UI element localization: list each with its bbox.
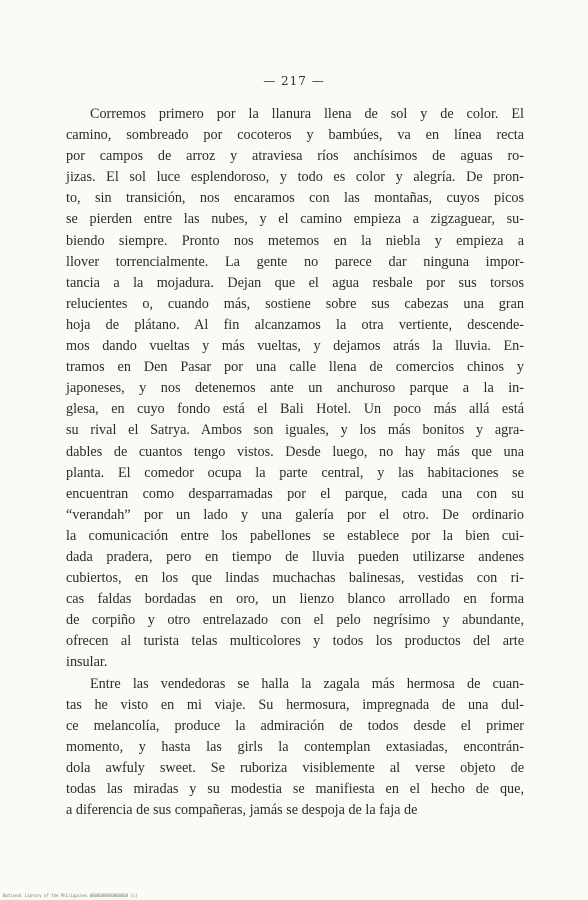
text-line: llover torrencialmente. La gente no parece dar ninguna impor-	[66, 253, 524, 270]
text-line: hoja de plátano. Al fin alcanzamos la otra vertiente, descende-	[66, 316, 524, 333]
text-line: to, sin transición, nos encaramos con las montañas, cuyos picos	[66, 190, 524, 207]
text-line: a diferencia de sus compañeras, jamás se despoja de la faja de	[66, 802, 418, 819]
text-line: se pierden entre las nubes, y el camino empieza a zigzaguear, su-	[66, 211, 524, 228]
text-line: encuentran como desparramadas por el parque, cada una con su	[66, 485, 524, 502]
library-footer: National Library of the Philippines 0000000000000000 (c)	[3, 893, 138, 898]
text-line: tancia a la mojadura. Dejan que el agua resbale por sus torsos	[66, 274, 524, 291]
text-line: cas faldas bordadas en oro, un lienzo blanco arrollado en forma	[66, 591, 524, 608]
text-line: relucientes o, cuando más, sostiene sobre sus cabezas una gran	[66, 295, 524, 312]
text-line: por campos de arroz y atraviesa ríos anchísimos de aguas ro-	[66, 148, 524, 165]
text-line: ce melancolía, produce la admiración de todos desde el primer	[66, 717, 524, 734]
text-line: japoneses, y nos detenemos ante un anchuroso parque a la in-	[66, 380, 524, 397]
text-line: la comunicación entre los pabellones se establece por la bien cui-	[66, 527, 524, 544]
text-line: planta. El comedor ocupa la parte central, y las habitaciones se	[66, 464, 524, 481]
text-line: su rival el Satrya. Ambos son iguales, y los más bonitos y agra-	[66, 422, 524, 439]
text-line: “verandah” por un lado y una galería por el otro. De ordinario	[66, 506, 524, 523]
text-line: Corremos primero por la llanura llena de sol y de color. El	[90, 106, 524, 122]
text-line: mos dando vueltas y más vueltas, y dejamos atrás la lluvia. En-	[66, 338, 524, 355]
text-line: Entre las vendedoras se halla la zagala más hermosa de cuan-	[90, 675, 524, 692]
text-line: todas las miradas y su modestia se manifiesta en el hecho de que,	[66, 781, 524, 797]
text-line: dada pradera, pero en tiempo de lluvia pueden utilizarse andenes	[66, 548, 524, 565]
text-line: insular.	[66, 654, 108, 671]
page-number: — 217 —	[263, 74, 325, 88]
text-line: cubiertos, en los que lindas muchachas balinesas, vestidas con ri-	[66, 570, 524, 587]
text-line: tas he visto en mi viaje. Su hermosura, impregnada de una dul-	[66, 696, 524, 713]
body-text	[66, 104, 524, 821]
paragraph-2	[66, 674, 524, 822]
text-line: momento, y hasta las girls la contemplan extasiadas, encontrán-	[66, 738, 524, 755]
text-line: tramos en Den Pasar por una calle llena de comercios chinos y	[66, 359, 524, 376]
text-line: glesa, en cuyo fondo está el Bali Hotel. Un poco más allá está	[66, 401, 524, 418]
text-line: dola awfuly sweet. Se ruboriza visiblemente al verse objeto de	[66, 759, 524, 776]
text-line: jizas. El sol luce esplendoroso, y todo es color y alegría. De pron-	[66, 169, 524, 186]
text-line: camino, sombreado por cocoteros y bambúes, va en línea recta	[66, 127, 524, 144]
text-line: dables de cuantos tengo vistos. Desde luego, no hay más que una	[66, 443, 524, 460]
paragraph-1	[66, 104, 524, 674]
text-line: biendo siempre. Pronto nos metemos en la niebla y empieza a	[66, 232, 524, 249]
text-line: de corpiño y otro entrelazado con el pelo negrísimo y abundante,	[66, 612, 524, 629]
text-line: ofrecen al turista telas multicolores y todos los productos del arte	[66, 633, 524, 650]
